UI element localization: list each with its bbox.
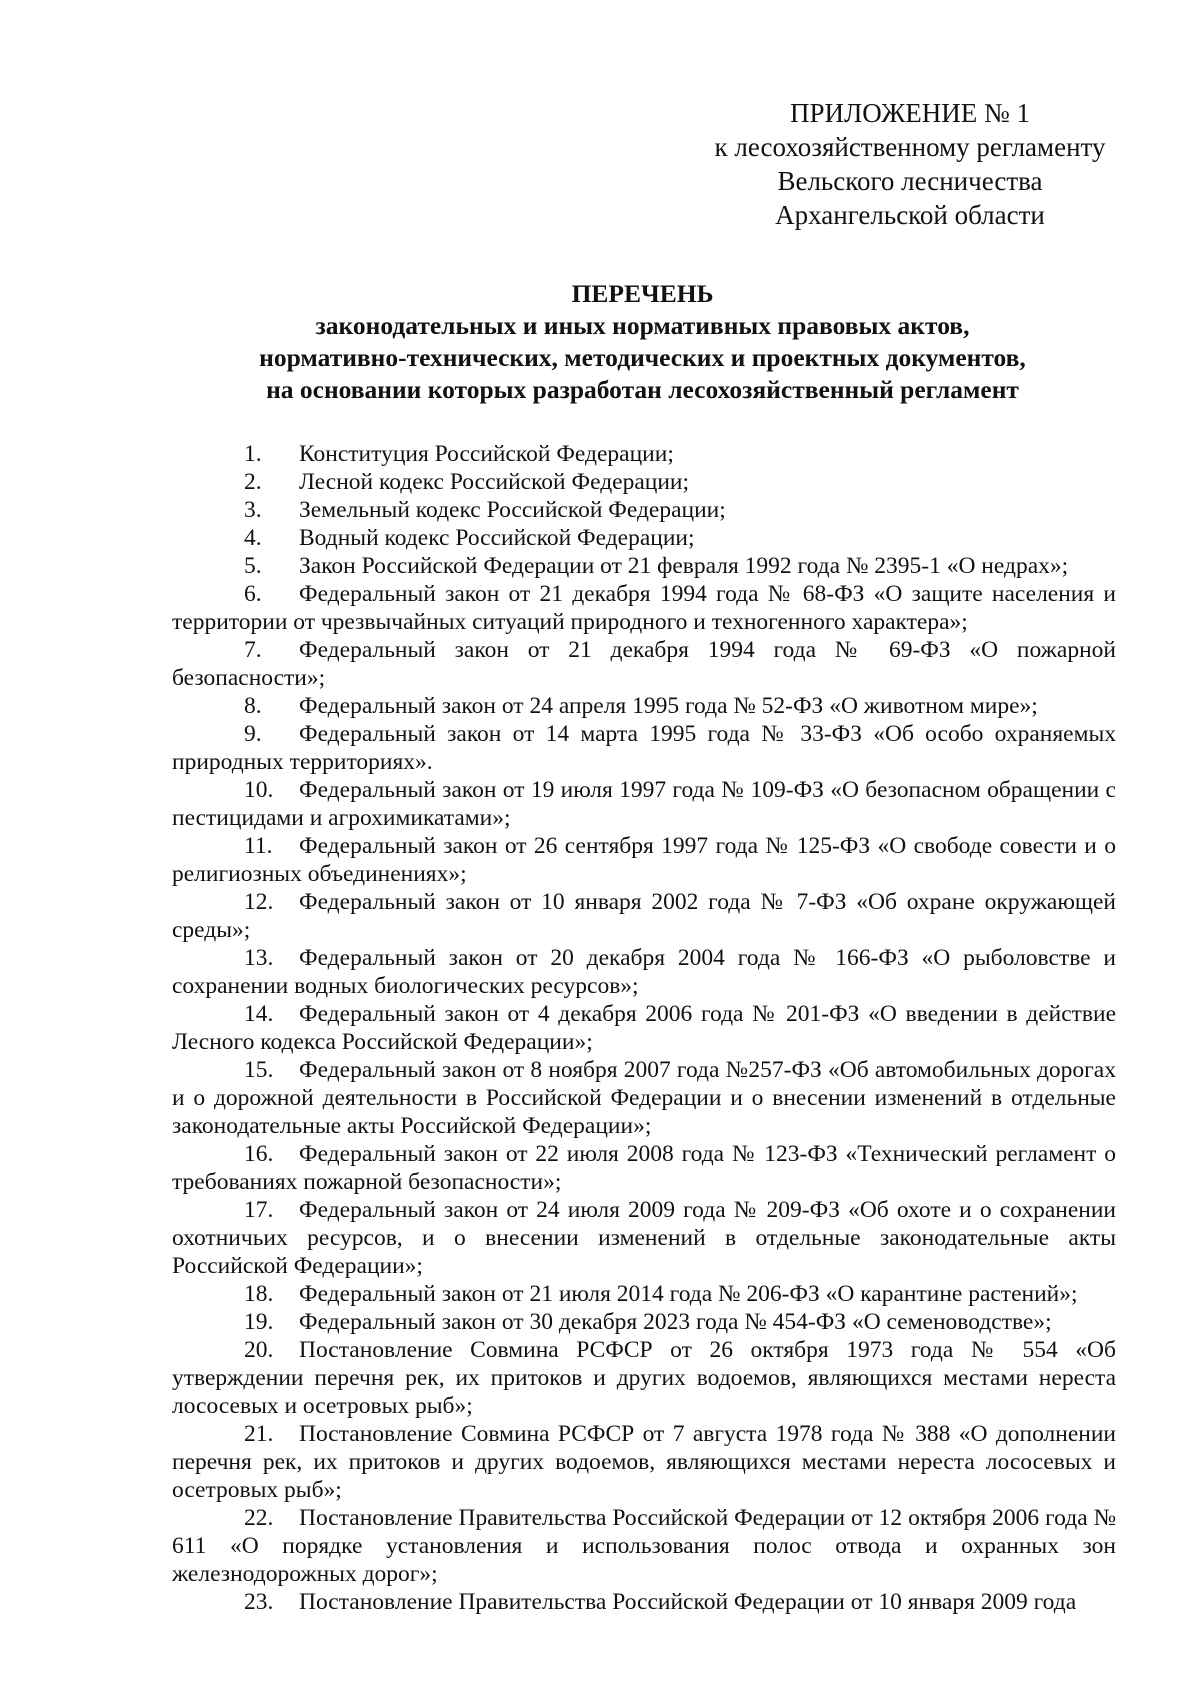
title-heading: ПЕРЕЧЕНЬ xyxy=(571,279,714,308)
appendix-region-line: Архангельской области xyxy=(775,200,1045,230)
list-item xyxy=(172,1280,1116,1308)
list-item-text: Лесной кодекс Российской Федерации; xyxy=(299,469,690,495)
list-item xyxy=(172,524,1116,552)
list-item-text: Федеральный закон от 21 июля 2014 года № 206-ФЗ «О карантине растений»; xyxy=(299,1281,1078,1307)
list-item xyxy=(172,552,1116,580)
appendix-header xyxy=(690,96,1130,232)
list-item-text: Постановление Правительства Российской Федерации от 12 октября 2006 года № 611 «О порядке установления и использования полос отвода и охранных зон железнодорожных дорог»; xyxy=(172,1505,1116,1587)
title-line-3: на основании которых разработан лесохозяйственный регламент xyxy=(266,375,1019,404)
list-item-text: Федеральный закон от 22 июля 2008 года № 123-ФЗ «Технический регламент о требованиях пожарной безопасности»; xyxy=(172,1141,1116,1195)
list-item-number: 17. xyxy=(244,1197,274,1223)
list-item-text: Водный кодекс Российской Федерации; xyxy=(299,525,695,551)
legal-acts-list xyxy=(172,440,1116,1616)
list-item-number: 8. xyxy=(244,693,262,719)
list-item-text: Закон Российской Федерации от 21 февраля 1992 года № 2395-1 «О недрах»; xyxy=(299,553,1069,579)
list-item-number: 10. xyxy=(244,777,274,803)
list-item-text: Постановление Совмина РСФСР от 7 августа 1978 года № 388 «О дополнении перечня рек, их притоков и других водоемов, являющихся местами нереста лососевых и осетровых рыб»; xyxy=(172,1421,1116,1503)
document-title xyxy=(170,278,1115,406)
list-item-number: 22. xyxy=(244,1505,274,1531)
list-item-text: Земельный кодекс Российской Федерации; xyxy=(299,497,726,523)
list-item-text: Федеральный закон от 30 декабря 2023 года № 454-ФЗ «О семеноводстве»; xyxy=(299,1309,1052,1335)
list-item xyxy=(172,1140,1116,1196)
list-item-text: Федеральный закон от 24 апреля 1995 года № 52-ФЗ «О животном мире»; xyxy=(299,693,1038,719)
list-item-number: 13. xyxy=(244,945,274,971)
list-item xyxy=(172,1056,1116,1140)
list-item-number: 3. xyxy=(244,497,262,523)
list-item-number: 20. xyxy=(244,1337,274,1363)
list-item-text: Федеральный закон от 20 декабря 2004 года № 166-ФЗ «О рыболовстве и сохранении водных биологических ресурсов»; xyxy=(172,945,1116,999)
list-item-number: 6. xyxy=(244,581,262,607)
list-item-number: 11. xyxy=(244,833,273,859)
list-item-text: Федеральный закон от 21 декабря 1994 года № 69-ФЗ «О пожарной безопасности»; xyxy=(172,637,1116,691)
title-line-2: нормативно-технических, методических и проектных документов, xyxy=(259,343,1026,372)
list-item xyxy=(172,944,1116,1000)
list-item-number: 23. xyxy=(244,1589,274,1615)
appendix-number: ПРИЛОЖЕНИЕ № 1 xyxy=(789,98,1031,128)
list-item-text: Федеральный закон от 10 января 2002 года № 7-ФЗ «Об охране окружающей среды»; xyxy=(172,889,1116,943)
list-item xyxy=(172,1196,1116,1280)
list-item-number: 21. xyxy=(244,1421,274,1447)
list-item-text: Федеральный закон от 26 сентября 1997 года № 125-ФЗ «О свободе совести и о религиозных объединениях»; xyxy=(172,833,1116,887)
list-item-number: 18. xyxy=(244,1281,274,1307)
list-item-number: 12. xyxy=(244,889,274,915)
list-item xyxy=(172,440,1116,468)
list-item xyxy=(172,1336,1116,1420)
list-item-number: 16. xyxy=(244,1141,274,1167)
list-item-text: Конституция Российской Федерации; xyxy=(299,441,674,467)
list-item-number: 5. xyxy=(244,553,262,579)
list-item xyxy=(172,1588,1116,1616)
list-item xyxy=(172,1504,1116,1588)
list-item-number: 9. xyxy=(244,721,262,747)
list-item-number: 4. xyxy=(244,525,262,551)
list-item xyxy=(172,1308,1116,1336)
title-line-1: законодательных и иных нормативных правовых актов, xyxy=(315,311,970,340)
list-item-number: 14. xyxy=(244,1001,274,1027)
list-item-text: Постановление Правительства Российской Федерации от 10 января 2009 года xyxy=(299,1589,1077,1615)
list-item xyxy=(172,776,1116,832)
list-item xyxy=(172,1000,1116,1056)
list-item-text: Федеральный закон от 8 ноября 2007 года №257-ФЗ «Об автомобильных дорогах и о дорожной деятельности в Российской Федерации и о внесении изменений в отдельные законодательные акты Российской Федерации»; xyxy=(172,1057,1116,1139)
list-item-text: Федеральный закон от 21 декабря 1994 года № 68-ФЗ «О защите населения и территории от чрезвычайных ситуаций природного и техногенного характера»; xyxy=(172,581,1116,635)
list-item-number: 19. xyxy=(244,1309,274,1335)
list-item-text: Федеральный закон от 19 июля 1997 года № 109-ФЗ «О безопасном обращении с пестицидами и агрохимикатами»; xyxy=(172,777,1116,831)
list-item xyxy=(172,636,1116,692)
list-item-number: 15. xyxy=(244,1057,274,1083)
list-item xyxy=(172,720,1116,776)
list-item xyxy=(172,832,1116,888)
appendix-reference-line: к лесохозяйственному регламенту xyxy=(714,132,1106,162)
list-item xyxy=(172,468,1116,496)
list-item-text: Постановление Совмина РСФСР от 26 октября 1973 года № 554 «Об утверждении перечня рек, их притоков и других водоемов, являющихся местами нереста лососевых и осетровых рыб»; xyxy=(172,1337,1116,1419)
list-item xyxy=(172,692,1116,720)
list-item xyxy=(172,496,1116,524)
list-item-number: 2. xyxy=(244,469,262,495)
list-item xyxy=(172,580,1116,636)
list-item xyxy=(172,1420,1116,1504)
list-item-text: Федеральный закон от 14 марта 1995 года № 33-ФЗ «Об особо охраняемых природных территориях». xyxy=(172,721,1116,775)
list-item-text: Федеральный закон от 24 июля 2009 года № 209-ФЗ «Об охоте и о сохранении охотничьих ресурсов, и о внесении изменений в отдельные законодательные акты Российской Федерации»; xyxy=(172,1197,1116,1279)
list-item-number: 7. xyxy=(244,637,262,663)
list-item xyxy=(172,888,1116,944)
appendix-forestry-line: Вельского лесничества xyxy=(777,166,1043,196)
list-item-number: 1. xyxy=(244,441,262,467)
list-item-text: Федеральный закон от 4 декабря 2006 года № 201-ФЗ «О введении в действие Лесного кодекса Российской Федерации»; xyxy=(172,1001,1116,1055)
